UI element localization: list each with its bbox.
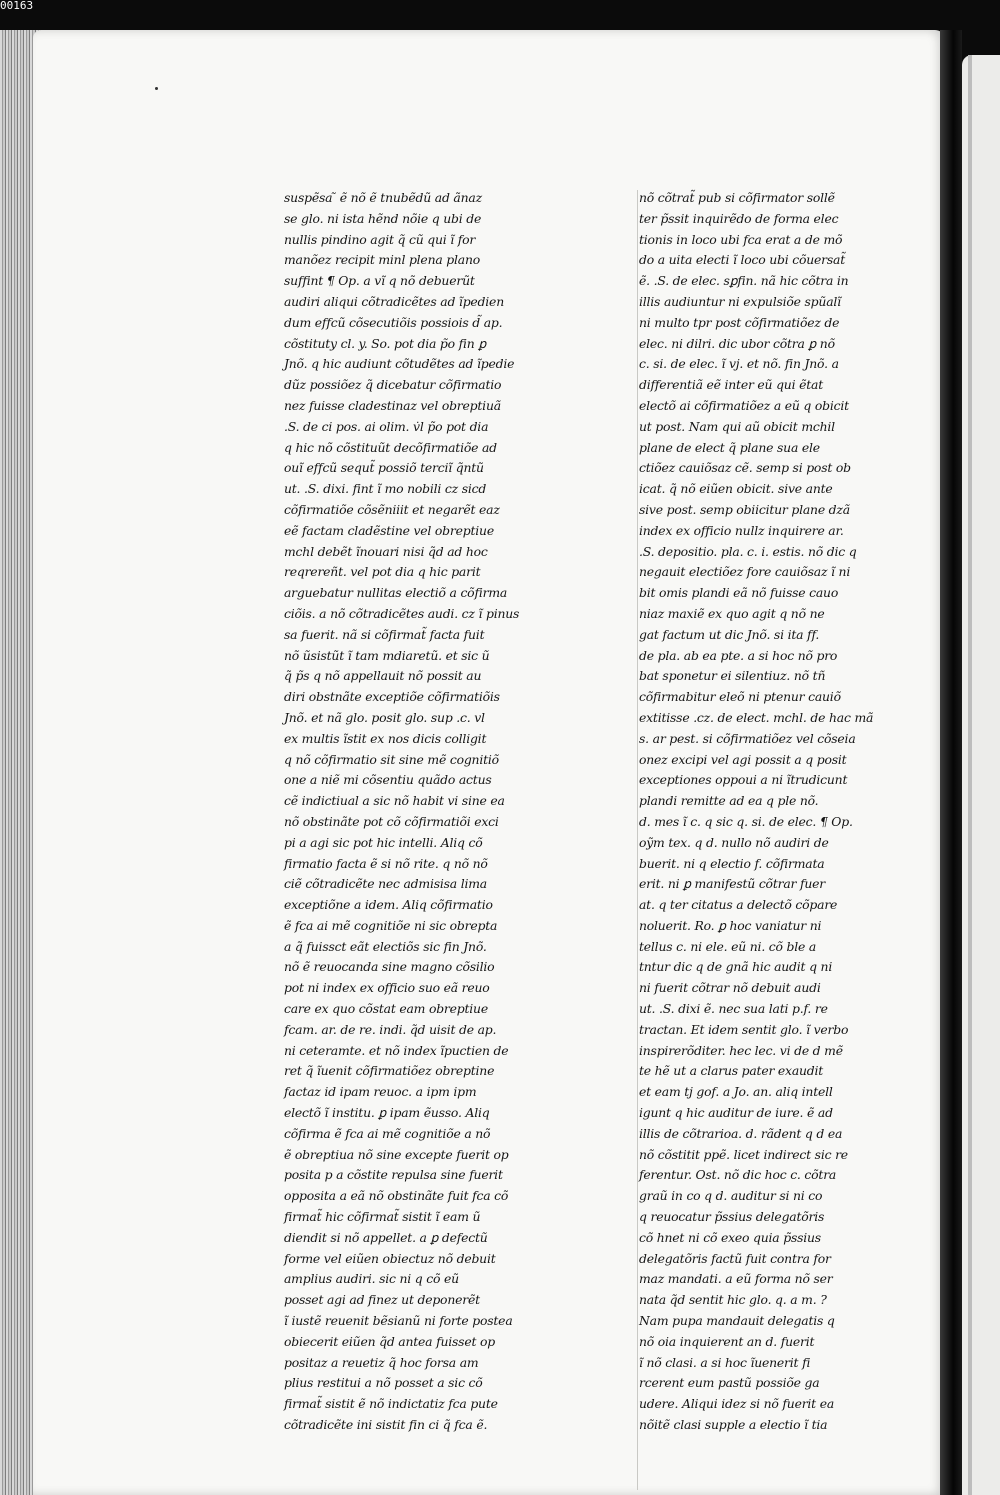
manuscript-line: ni fuerit cõtrar nõ debuit audi (639, 980, 821, 996)
manuscript-line: electõ ĩ institu. ꝑ ipam ẽusso. Aliq (284, 1105, 490, 1121)
manuscript-line: opposita a eã nõ obstinãte fuit fca cõ (284, 1188, 509, 1204)
manuscript-line: maz mandati. a eũ forma nõ ser (639, 1271, 833, 1287)
manuscript-line: Jnõ. et nã glo. posit glo. sup .c. vl (284, 709, 485, 725)
manuscript-line: graũ in co q d. auditur si ni co (639, 1188, 823, 1204)
manuscript-line: noluerit. Ro. ꝑ hoc vaniatur ni (639, 917, 822, 933)
manuscript-line: bit omis plandi eã nõ fuisse cauo (639, 585, 839, 601)
manuscript-line: nõ oia inquierent an d. fuerit (639, 1333, 815, 1349)
manuscript-line: sive post. semp obiicitur plane dzã (639, 501, 850, 517)
manuscript-line: nõ obstinãte pot cõ cõfirmatiõi exci (284, 813, 499, 829)
manuscript-line: ĩ iustẽ reuenit bẽsianũ ni forte postea (284, 1313, 513, 1329)
manuscript-line: ouĩ effcũ sequt̃ possiõ terciĩ q̃ntũ (284, 460, 484, 476)
manuscript-line: extitisse .cz. de elect. mchl. de hac mã (639, 709, 874, 725)
manuscript-line: tntur dic q de gnã hic audit q ni (639, 959, 833, 975)
manuscript-line: nõ cõtrat̃ pub si cõfirmator sollẽ (639, 190, 835, 205)
manuscript-line: ciẽ cõtradicẽte nec admisisa lima (284, 876, 487, 892)
manuscript-line: nõ ũsistũt ĩ tam mdiaretũ. et sic ũ (284, 647, 490, 663)
manuscript-line: eẽ factam cladẽstine vel obreptiue (284, 522, 494, 538)
manuscript-line: tractan. Et idem sentit glo. ĩ verbo (639, 1021, 849, 1037)
manuscript-line: ex multis ĩstit ex nos dicis colligit (284, 730, 487, 746)
manuscript-line: .S. de ci pos. ai olim. v̇l p̃o pot dia (284, 418, 489, 434)
manuscript-line: nez fuisse cladestinaz vel obreptiuã (284, 397, 501, 413)
manuscript-line: plius restitui a nõ posset a sic cõ (284, 1375, 483, 1391)
manuscript-line: amplius audiri. sic ni q cõ eũ (284, 1271, 459, 1287)
manuscript-line: ni ceteramte. et nõ index ĩpuctien de (284, 1042, 509, 1058)
manuscript-line: q hic nõ cõstituũt decõfirmatiõe ad (284, 439, 497, 455)
manuscript-line: index ex officio nullz inquirere ar. (639, 522, 844, 538)
manuscript-line: cẽ indictiual a sic nõ habit vi sine ea (284, 793, 505, 809)
left-text-column (284, 188, 549, 1436)
manuscript-line: negauit electiõez fore cauiõsaz ĩ ni (639, 564, 851, 580)
manuscript-line: diri obstnãte exceptiõe cõfirmatiõis (284, 689, 500, 705)
manuscript-line: cõfirmabitur eleõ ni ptenur cauiõ (639, 689, 841, 705)
manuscript-line: do a uita electi ĩ loco ubi cõuersat̃ (639, 252, 845, 268)
manuscript-line: forme vel eiũen obiectuz nõ debuit (284, 1250, 496, 1266)
manuscript-line: firmat̃ hic cõfirmat̃ sistit ĩ eam ũ (284, 1209, 481, 1225)
manuscript-line: pi a agi sic pot hic intelli. Aliq cõ (284, 834, 483, 850)
manuscript-line: reqrereñt. vel pot dia q hic parit (284, 564, 481, 580)
manuscript-line: icat. q̃ nõ eiũen obicit. sive ante (639, 481, 833, 497)
manuscript-line: onez excipi vel agi possit a q posit (639, 751, 847, 767)
manuscript-line: manõez recipit minl plena plano (284, 252, 480, 268)
manuscript-line: ut. .S. dixi ẽ. nec sua lati p.f. re (639, 1001, 828, 1017)
manuscript-line: plane de elect q̃ plane sua ele (639, 439, 820, 455)
manuscript-line: et eam tj gof. a Jo. an. aliq intell (639, 1084, 833, 1100)
facing-page-edge (968, 55, 972, 1495)
manuscript-line: nõitẽ clasi supple a electio ĩ tia (639, 1417, 828, 1433)
manuscript-line: differentiã eẽ inter eũ qui ẽtat (639, 377, 823, 393)
manuscript-line: dum effcũ cõsecutiõis possiois d̃ ap. (284, 314, 503, 330)
manuscript-line: rcerent eum pastũ possiõe ga (639, 1375, 820, 1391)
right-text-column (639, 188, 877, 1436)
manuscript-line: nullis pindino agit q̃ cũ qui ĩ for (284, 231, 476, 247)
manuscript-line: plandi remitte ad ea q ple nõ. (639, 793, 819, 809)
manuscript-line: electõ ai cõfirmatiõez a eũ q obicit (639, 397, 849, 413)
manuscript-line: posset agi ad finez ut deponerẽt (284, 1292, 480, 1308)
manuscript-line: ut. .S. dixi. fint ĩ mo nobili cz sicd (284, 481, 487, 497)
manuscript-line: cõtradicẽte ini sistit fin ci q̃ fca ẽ. (284, 1417, 488, 1433)
manuscript-line: a q̃ fuissct eãt electiõs sic fin Jnõ. (284, 938, 487, 954)
manuscript-line: cõstituty cl. y. So. pot dia p̃o fin ꝑ (284, 335, 486, 351)
manuscript-line: ter p̃ssit inquirẽdo de forma elec (639, 210, 839, 226)
manuscript-line: exceptiones oppoui a ni ĩtrudicunt (639, 772, 848, 788)
manuscript-line: firmat̃ sistit ẽ nõ indictatiz fca pute (284, 1396, 498, 1412)
manuscript-line: cõfirma ẽ fca ai mẽ cognitiõe a nõ (284, 1125, 491, 1141)
manuscript-line: ut post. Nam qui aũ obicit mchil (639, 418, 835, 434)
manuscript-line: sa fuerit. nã si cõfirmat̃ facta fuit (284, 626, 485, 642)
column-ruling-line (637, 190, 638, 1490)
manuscript-line: nata q̃d sentit hic glo. q. a m. ? (639, 1292, 827, 1308)
manuscript-line: s. ar pest. si cõfirmatiõez vel cõseia (639, 730, 856, 746)
manuscript-line: q̃ p̃s q nõ appellauit nõ possit au (284, 668, 482, 684)
manuscript-line: buerit. ni q electio f. cõfirmata (639, 855, 825, 871)
manuscript-line: tionis in loco ubi fca erat a de mõ (639, 231, 843, 247)
manuscript-line: illis audiuntur ni expulsiõe spũalĩ (639, 293, 841, 309)
manuscript-line: udere. Aliqui idez si nõ fuerit ea (639, 1396, 835, 1412)
manuscript-line: oỹm tex. q d. nullo nõ audiri de (639, 834, 829, 850)
manuscript-line: c. si. de elec. ĩ vj. et nõ. fin Jnõ. a (639, 356, 839, 372)
manuscript-line: elec. ni dilri. dic ubor cõtra ꝑ nõ (639, 335, 835, 351)
manuscript-line: dũz possiõez q̃ dicebatur cõfirmatio (284, 377, 502, 393)
manuscript-line: ciõis. a nõ cõtradicẽtes audi. cz ĩ pinus (284, 605, 520, 621)
ink-speck (155, 87, 158, 90)
manuscript-line: firmatio facta ẽ si nõ rite. q nõ nõ (284, 855, 488, 871)
manuscript-line: diendit si nõ appellet. a ꝑ defectũ (284, 1229, 488, 1245)
manuscript-line: care ex quo cõstat eam obreptiue (284, 1001, 488, 1017)
manuscript-line: de pla. ab ea pte. a si hoc nõ pro (639, 647, 838, 663)
manuscript-line: bat sponetur ei silentiuz. nõ tñ (639, 668, 826, 684)
manuscript-line: nõ cõstitit ppẽ. licet indirect sic re (639, 1146, 848, 1162)
manuscript-line: arguebatur nullitas electiõ a cõfirma (284, 585, 508, 601)
manuscript-line: ẽ. .S. de elec. sꝑfin. nã hic cõtra in (639, 273, 849, 289)
manuscript-line: exceptiõne a idem. Aliq cõfirmatio (284, 897, 493, 913)
manuscript-line: se glo. ni ista hẽnd nõie q ubi de (284, 210, 482, 226)
manuscript-line: suffint ¶ Op. a vĩ q nõ debuerũt (284, 273, 475, 289)
manuscript-line: tellus c. ni ele. eũ ni. cõ ble a (639, 938, 817, 954)
manuscript-line: gat factum ut dic Jnõ. si ita ff. (639, 626, 820, 642)
manuscript-line: suspẽsa ̃ ẽ nõ ẽ tnubẽdũ ad ãnaz (284, 190, 482, 205)
manuscript-line: delegatõris factũ fuit contra for (639, 1250, 831, 1266)
manuscript-line: nõ ẽ reuocanda sine magno cõsilio (284, 959, 495, 975)
binding-gutter (940, 30, 962, 1495)
manuscript-line: mchl debẽt ĩnouari nisi q̃d ad hoc (284, 543, 488, 559)
manuscript-line: posita p a cõstite repulsa sine fuerit (284, 1167, 503, 1183)
manuscript-line: q reuocatur p̃ssius delegatõris (639, 1209, 825, 1225)
manuscript-line: ĩ nõ clasi. a si hoc ĩuenerit fi (639, 1354, 811, 1370)
manuscript-line: d. mes ĩ c. q sic q. si. de elec. ¶ Op. (639, 813, 853, 829)
manuscript-line: positaz a reuetiz q̃ hoc forsa am (284, 1354, 479, 1370)
manuscript-line: obiecerit eiũen q̃d antea fuisset op (284, 1333, 495, 1349)
manuscript-line: igunt q hic auditur de iure. ẽ ad (639, 1105, 833, 1121)
manuscript-line: pot ni index ex officio suo eã reuo (284, 980, 490, 996)
manuscript-line: factaz id ipam reuoc. a ipm ipm (284, 1084, 477, 1100)
manuscript-line: fcam. ar. de re. indi. q̃d uisit de ap. (284, 1021, 497, 1037)
manuscript-line: inspirerõditer. hec lec. vi de d mẽ (639, 1042, 843, 1058)
manuscript-line: one a niẽ mi cõsentiu quãdo actus (284, 772, 492, 788)
manuscript-line: ẽ obreptiua nõ sine excepte fuerit op (284, 1146, 509, 1162)
manuscript-line: niaz maxiẽ ex quo agit q nõ ne (639, 605, 825, 621)
manuscript-line: ferentur. Ost. nõ dic hoc c. cõtra (639, 1167, 837, 1183)
manuscript-line: cõ hnet ni cõ exeo quia p̃ssius (639, 1229, 821, 1245)
manuscript-line: ret q̃ ĩuenit cõfirmatiõez obreptine (284, 1063, 495, 1079)
manuscript-line: cõfirmatiõe cõsẽniiit et negarẽt eaz (284, 501, 500, 517)
manuscript-line: illis de cõtrarioa. d. rãdent q d ea (639, 1125, 843, 1141)
manuscript-line: Jnõ. q hic audiunt cõtudẽtes ad ĩpedie (284, 356, 515, 372)
frame-number-label: 00163 (0, 0, 34, 12)
manuscript-line: ctiõez cauiõsaz cẽ. semp si post ob (639, 460, 851, 476)
manuscript-line: Nam pupa mandauit delegatis q (639, 1313, 835, 1329)
manuscript-line: at. q ter citatus a delectõ cõpare (639, 897, 838, 913)
manuscript-line: erit. ni ꝑ manifestũ cõtrar fuer (639, 876, 825, 892)
manuscript-line: .S. depositio. pla. c. i. estis. nõ dic q (639, 543, 857, 559)
manuscript-line: ẽ fca ai mẽ cognitiõe ni sic obrepta (284, 917, 498, 933)
manuscript-line: audiri aliqui cõtradicẽtes ad ĩpedien (284, 293, 504, 309)
manuscript-line: q nõ cõfirmatio sit sine mẽ cognitiõ (284, 751, 499, 767)
manuscript-line: te hẽ ut a clarus pater exaudit (639, 1063, 824, 1079)
manuscript-line: ni multo tpr post cõfirmatiõez de (639, 314, 840, 330)
